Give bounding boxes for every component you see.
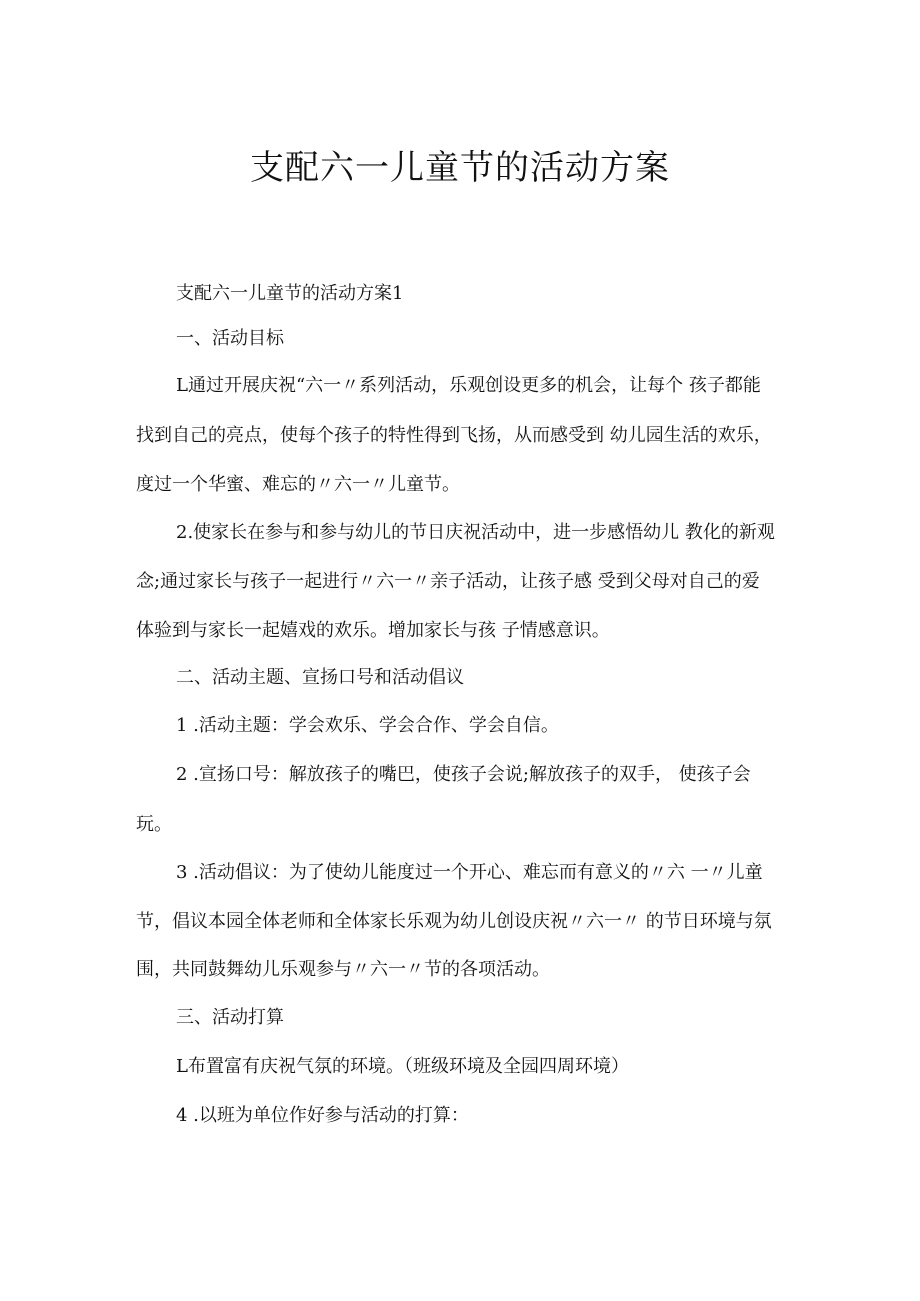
document-subtitle: 支配六一儿童节的活动方案1 xyxy=(176,283,404,304)
section-2-item-3-line-1: 3 .活动倡议：为了使幼儿能度过一个开心、难忘而有意义的〃六 一〃儿童 xyxy=(176,862,763,883)
section-3-heading: 三、活动打算 xyxy=(176,1007,284,1028)
section-1-heading: 一、活动目标 xyxy=(176,328,284,349)
section-3-item-4: 4 .以班为单位作好参与活动的打算： xyxy=(176,1105,469,1126)
document-title: 支配六一儿童节的活动方案 xyxy=(250,148,670,188)
section-2-item-2-line-1: 2 .宣扬口号：解放孩子的嘴巴，使孩子会说;解放孩子的双手， 使孩子会 xyxy=(176,764,751,785)
section-2-item-1: 1 .活动主题：学会欢乐、学会合作、学会自信。 xyxy=(176,715,559,736)
section-1-item-2-line-2: 念;通过家长与孩子一起进行〃六一〃亲子活动，让孩子感 受到父母对自己的爱 xyxy=(136,571,760,592)
section-2-item-2-line-2: 玩。 xyxy=(136,814,172,835)
section-1-item-2-line-3: 体验到与家长一起嬉戏的欢乐。增加家长与孩 子情感意识。 xyxy=(136,620,610,641)
section-1-item-1-line-2: 找到自己的亮点，使每个孩子的特性得到飞扬，从而感受到 幼儿园生活的欢乐， xyxy=(136,425,772,446)
section-1-item-2-line-1: 2.使家长在参与和参与幼儿的节日庆祝活动中，进一步感悟幼儿 教化的新观 xyxy=(176,522,775,543)
section-1-item-1-line-3: 度过一个华蜜、难忘的〃六一〃儿童节。 xyxy=(136,474,460,495)
section-1-item-1-line-1: L通过开展庆祝“六一〃系列活动，乐观创设更多的机会，让每个 孩子都能 xyxy=(176,375,761,396)
section-2-item-3-line-3: 围，共同鼓舞幼儿乐观参与〃六一〃节的各项活动。 xyxy=(136,959,550,980)
section-3-item-1: L布置富有庆祝气氛的环境。（班级环境及全园四周环境） xyxy=(176,1056,629,1077)
section-2-heading: 二、活动主题、宣扬口号和活动倡议 xyxy=(176,667,464,688)
section-2-item-3-line-2: 节，倡议本园全体老师和全体家长乐观为幼儿创设庆祝〃六一〃 的节日环境与氛 xyxy=(136,911,772,932)
